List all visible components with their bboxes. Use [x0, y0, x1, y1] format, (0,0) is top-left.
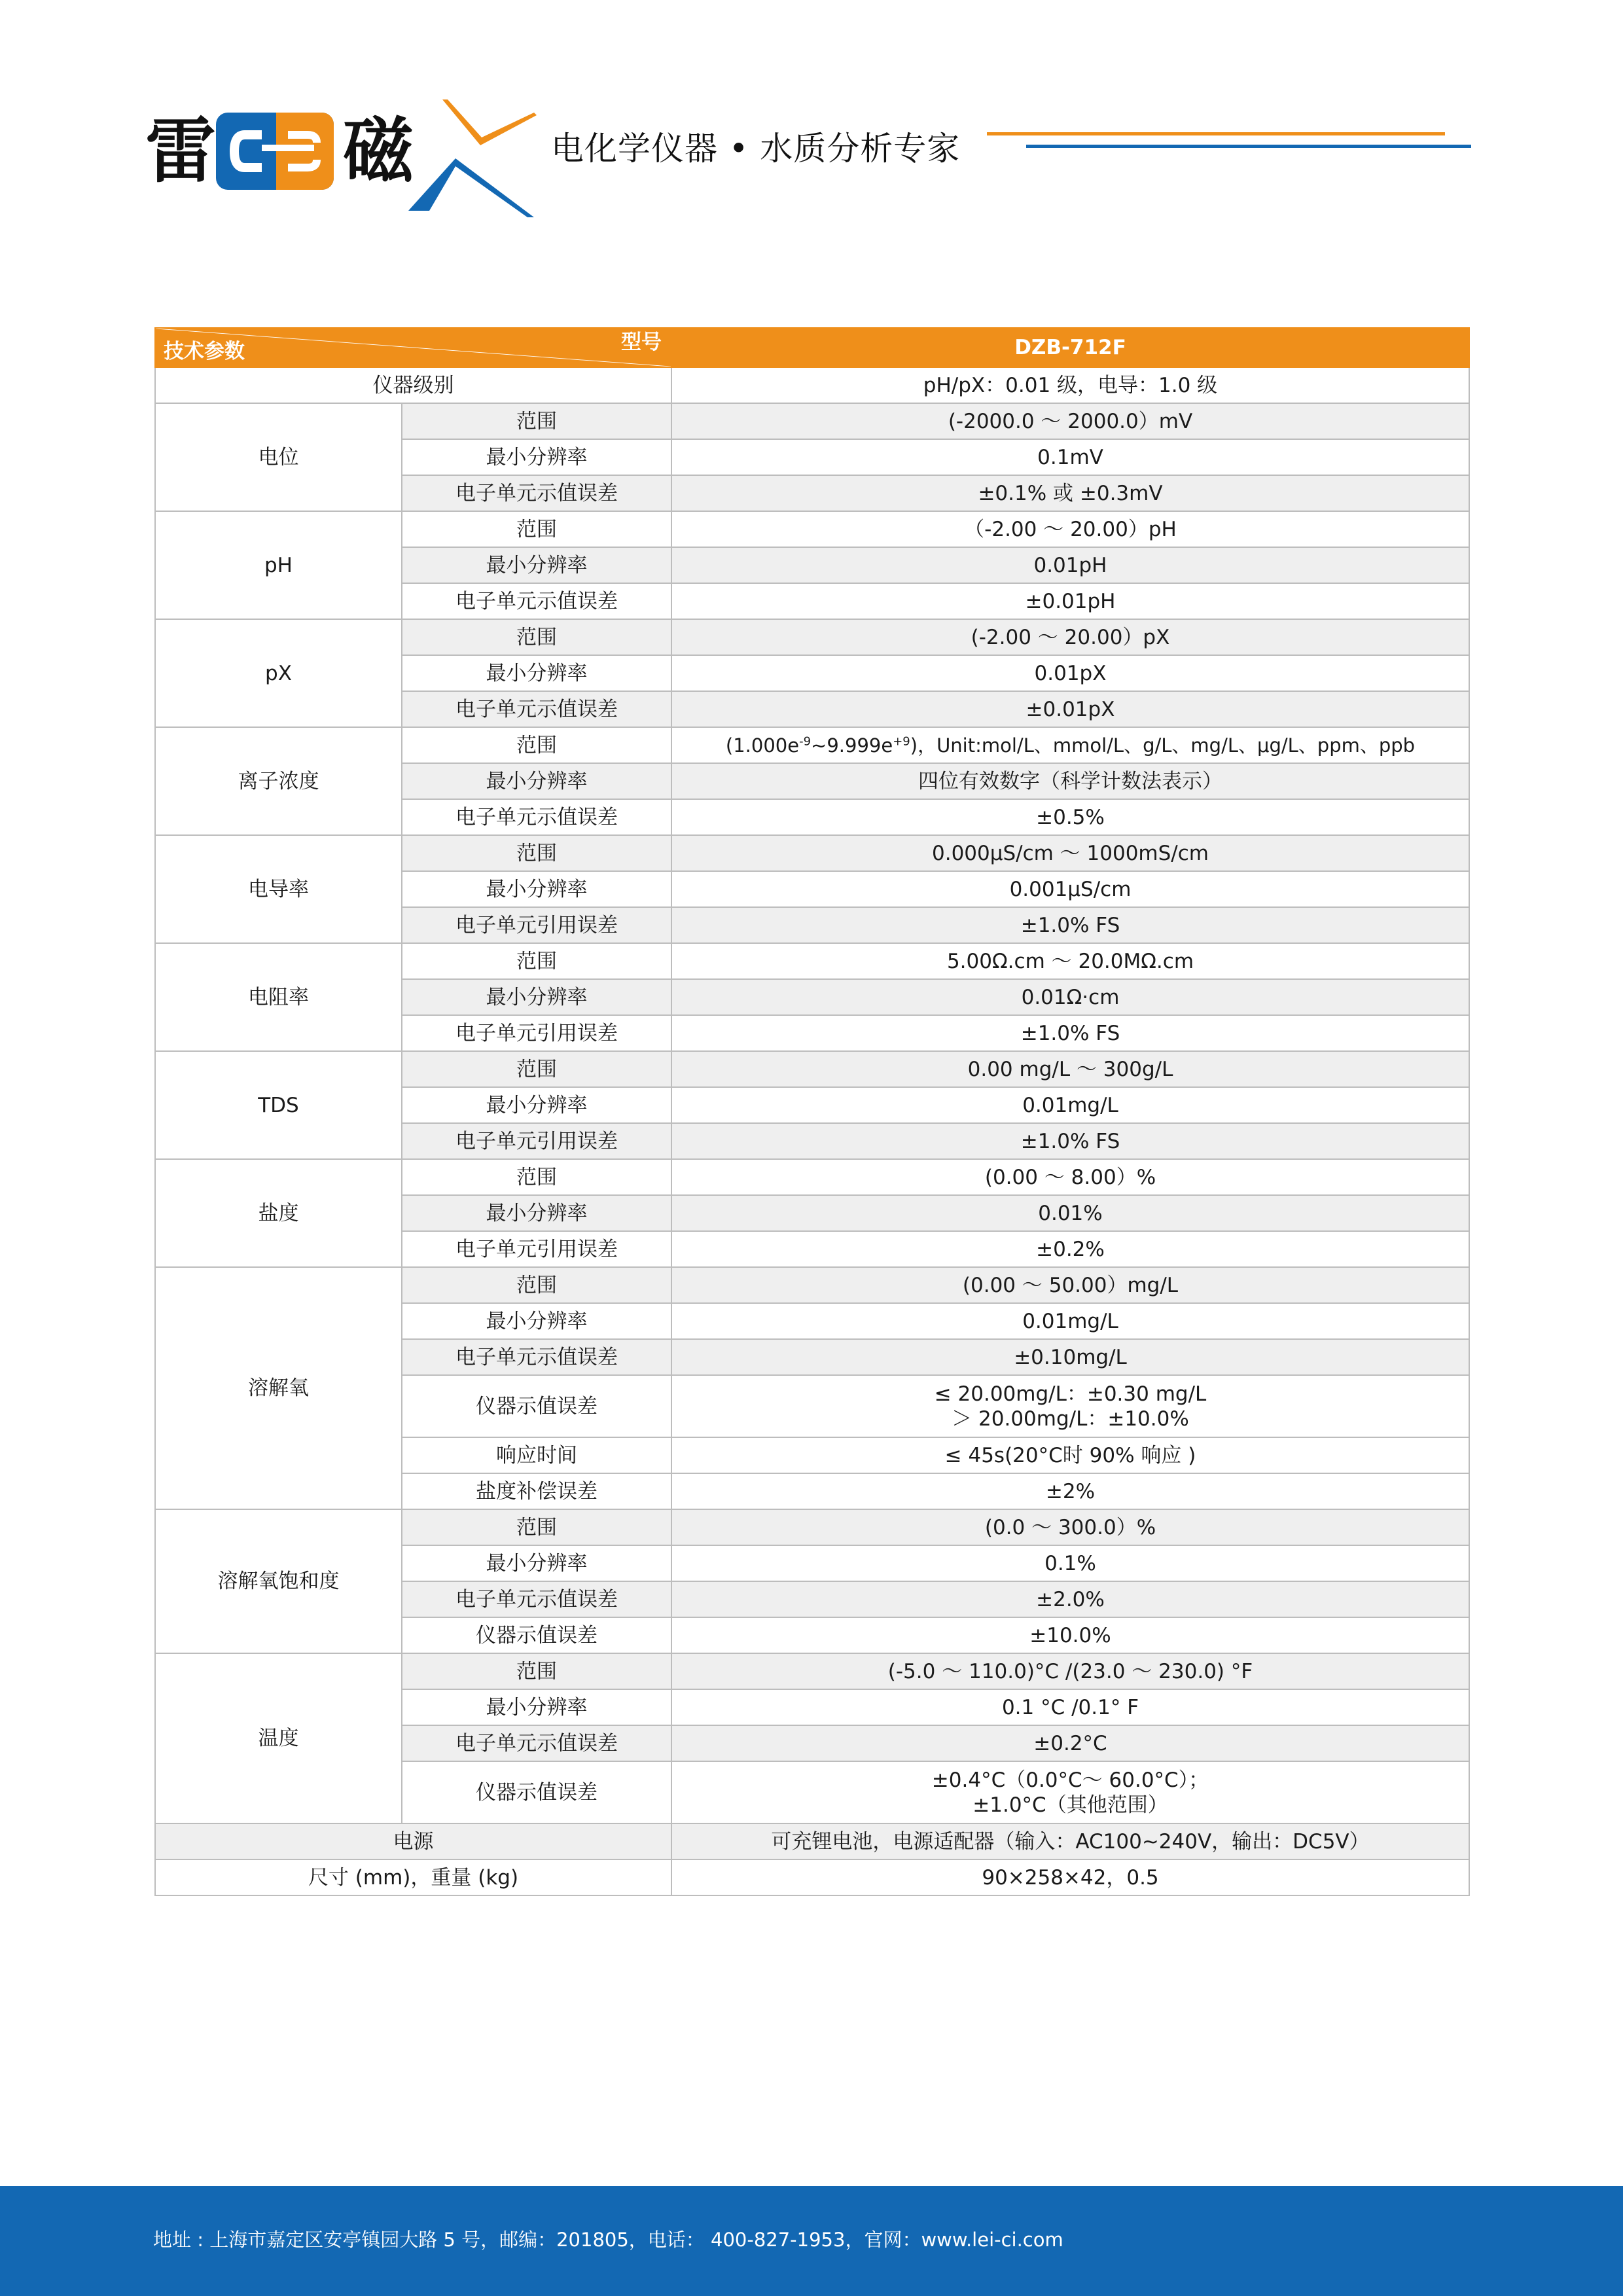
param-label: 盐度补偿误差: [402, 1473, 671, 1509]
ion-range-part-a: (1.000e: [725, 734, 800, 757]
ion-range-exp-a: -9: [799, 734, 812, 748]
param-value: (0.00 ～ 8.00）%: [671, 1159, 1469, 1195]
param-label: 电子单元引用误差: [402, 1123, 671, 1159]
group-label: 盐度: [155, 1159, 402, 1267]
header-model-label: 型号: [621, 331, 662, 354]
param-value: ±0.5%: [671, 799, 1469, 835]
param-value: 0.01pX: [671, 655, 1469, 691]
param-value: 四位有效数字（科学计数法表示）: [671, 763, 1469, 799]
param-label: 最小分辨率: [402, 1087, 671, 1123]
param-label: 范围: [402, 727, 671, 763]
param-label: 范围: [402, 1653, 671, 1689]
power-value: 可充锂电池，电源适配器（输入：AC100~240V，输出：DC5V）: [671, 1823, 1469, 1859]
param-label: 最小分辨率: [402, 1545, 671, 1581]
param-value: 0.01Ω·cm: [671, 979, 1469, 1015]
grade-value: pH/pX：0.01 级，电导：1.0 级: [671, 367, 1469, 403]
param-value: ±1.0% FS: [671, 1015, 1469, 1051]
param-value: ±1.0% FS: [671, 907, 1469, 943]
grade-label: 仪器级别: [155, 367, 671, 403]
table-row: [155, 1267, 1469, 1303]
param-label: 仪器示值误差: [402, 1617, 671, 1653]
param-label: 电子单元示值误差: [402, 799, 671, 835]
param-value: （-2.00 ～ 20.00）pH: [671, 511, 1469, 547]
param-label: 范围: [402, 1051, 671, 1087]
value-line: ＞ 20.00mg/L：±10.0%: [952, 1407, 1189, 1431]
param-value: ±0.01pH: [671, 583, 1469, 619]
value-line: ±1.0°C（其他范围）: [972, 1793, 1168, 1817]
brand-x-icon: [403, 93, 547, 217]
ion-range-part-c: )，Unit:mol/L、mmol/L、g/L、mg/L、μg/L、ppm、ppb: [910, 734, 1416, 757]
param-label: 最小分辨率: [402, 1689, 671, 1725]
param-value: 0.01mg/L: [671, 1303, 1469, 1339]
table-header-row: [155, 328, 1469, 367]
group-label: 电阻率: [155, 943, 402, 1051]
param-value: (0.0 ～ 300.0）%: [671, 1509, 1469, 1545]
param-label: 电子单元引用误差: [402, 1015, 671, 1051]
param-value: ±2.0%: [671, 1581, 1469, 1617]
param-value: 0.01pH: [671, 547, 1469, 583]
size-value: 90×258×42，0.5: [671, 1859, 1469, 1895]
group-label: 溶解氧: [155, 1267, 402, 1509]
param-label: 范围: [402, 1267, 671, 1303]
param-label: 电子单元示值误差: [402, 1339, 671, 1375]
param-value: 0.1 °C /0.1° F: [671, 1689, 1469, 1725]
header-params-label: 技术参数: [164, 340, 245, 363]
param-label: 电子单元引用误差: [402, 1231, 671, 1267]
param-label: 电子单元示值误差: [402, 1725, 671, 1761]
group-label: pH: [155, 511, 402, 619]
param-label: 最小分辨率: [402, 979, 671, 1015]
param-label: 范围: [402, 835, 671, 871]
table-row: [155, 511, 1469, 547]
param-value: 0.001μS/cm: [671, 871, 1469, 907]
group-label: pX: [155, 619, 402, 727]
param-value: ≤ 45s(20°C时 90% 响应 ): [671, 1437, 1469, 1473]
param-label: 范围: [402, 511, 671, 547]
footer-bar: [0, 2186, 1623, 2296]
param-value: 0.01mg/L: [671, 1087, 1469, 1123]
footer-address: 地址 : 上海市嘉定区安亭镇园大路 5 号，邮编：201805，电话： 400-827-1953，官网：www.lei-ci.com: [153, 2229, 1063, 2251]
param-label: 范围: [402, 403, 671, 439]
param-value: ±10.0%: [671, 1617, 1469, 1653]
table-row: [155, 403, 1469, 439]
param-value: ±0.10mg/L: [671, 1339, 1469, 1375]
param-value: ±1.0% FS: [671, 1123, 1469, 1159]
param-value: [671, 1375, 1469, 1437]
brand-name-right: 磁: [343, 111, 414, 192]
table-row: [155, 1859, 1469, 1895]
param-label: 最小分辨率: [402, 547, 671, 583]
param-value: 0.000μS/cm ～ 1000mS/cm: [671, 835, 1469, 871]
table-row: [155, 367, 1469, 403]
param-value: ±0.2%: [671, 1231, 1469, 1267]
param-value: (0.00 ～ 50.00）mg/L: [671, 1267, 1469, 1303]
param-label: 电子单元示值误差: [402, 1581, 671, 1617]
power-label: 电源: [155, 1823, 671, 1859]
param-label: 范围: [402, 943, 671, 979]
param-label: 电子单元示值误差: [402, 583, 671, 619]
group-label: TDS: [155, 1051, 402, 1159]
param-label: 响应时间: [402, 1437, 671, 1473]
ion-range-exp-b: +9: [893, 734, 910, 748]
param-label: 最小分辨率: [402, 439, 671, 475]
group-label: 温度: [155, 1653, 402, 1823]
param-label: 范围: [402, 1509, 671, 1545]
table-row: [155, 619, 1469, 655]
param-value: (-2.00 ～ 20.00）pX: [671, 619, 1469, 655]
param-label: 最小分辨率: [402, 871, 671, 907]
table-row: [155, 835, 1469, 871]
param-value: ±0.1% 或 ±0.3mV: [671, 475, 1469, 511]
logo-icon: [216, 113, 334, 190]
param-label: 最小分辨率: [402, 763, 671, 799]
size-label: 尺寸 (mm)，重量 (kg): [155, 1859, 671, 1895]
param-label: 电子单元引用误差: [402, 907, 671, 943]
param-value: 0.1%: [671, 1545, 1469, 1581]
table-row: [155, 1051, 1469, 1087]
brand-name-left: 雷: [145, 111, 217, 192]
param-value: ±0.2°C: [671, 1725, 1469, 1761]
header-diagonal-cell: [155, 328, 671, 367]
ion-range-part-b: ~9.999e: [811, 734, 893, 757]
value-line: ≤ 20.00mg/L：±0.30 mg/L: [934, 1382, 1207, 1406]
param-value: 0.01%: [671, 1195, 1469, 1231]
param-label: 仪器示值误差: [402, 1375, 671, 1437]
header-rule-orange: [987, 132, 1445, 135]
spec-table: [154, 327, 1470, 1896]
param-value: 0.1mV: [671, 439, 1469, 475]
group-label: 离子浓度: [155, 727, 402, 835]
param-value: ±0.01pX: [671, 691, 1469, 727]
param-label: 仪器示值误差: [402, 1761, 671, 1823]
table-row: [155, 1653, 1469, 1689]
group-label: 溶解氧饱和度: [155, 1509, 402, 1653]
table-row: [155, 1509, 1469, 1545]
tagline: 电化学仪器 • 水质分析专家: [551, 130, 961, 168]
param-label: 范围: [402, 1159, 671, 1195]
table-row: [155, 727, 1469, 763]
group-label: 电导率: [155, 835, 402, 943]
model-name: DZB-712F: [671, 328, 1469, 367]
param-label: 最小分辨率: [402, 655, 671, 691]
param-label: 最小分辨率: [402, 1303, 671, 1339]
header-rule-blue: [1026, 145, 1471, 148]
param-value: 5.00Ω.cm ～ 20.0MΩ.cm: [671, 943, 1469, 979]
value-line: ±0.4°C（0.0°C～ 60.0°C）；: [931, 1768, 1209, 1792]
param-value: (-5.0 ～ 110.0)°C /(23.0 ～ 230.0) °F: [671, 1653, 1469, 1689]
param-value: [671, 727, 1469, 763]
table-row: [155, 1823, 1469, 1859]
group-label: 电位: [155, 403, 402, 511]
table-row: [155, 1159, 1469, 1195]
param-value: ±2%: [671, 1473, 1469, 1509]
param-label: 范围: [402, 619, 671, 655]
param-label: 最小分辨率: [402, 1195, 671, 1231]
param-label: 电子单元示值误差: [402, 475, 671, 511]
table-row: [155, 943, 1469, 979]
param-value: 0.00 mg/L ～ 300g/L: [671, 1051, 1469, 1087]
param-value: [671, 1761, 1469, 1823]
param-value: (-2000.0 ～ 2000.0）mV: [671, 403, 1469, 439]
param-label: 电子单元示值误差: [402, 691, 671, 727]
